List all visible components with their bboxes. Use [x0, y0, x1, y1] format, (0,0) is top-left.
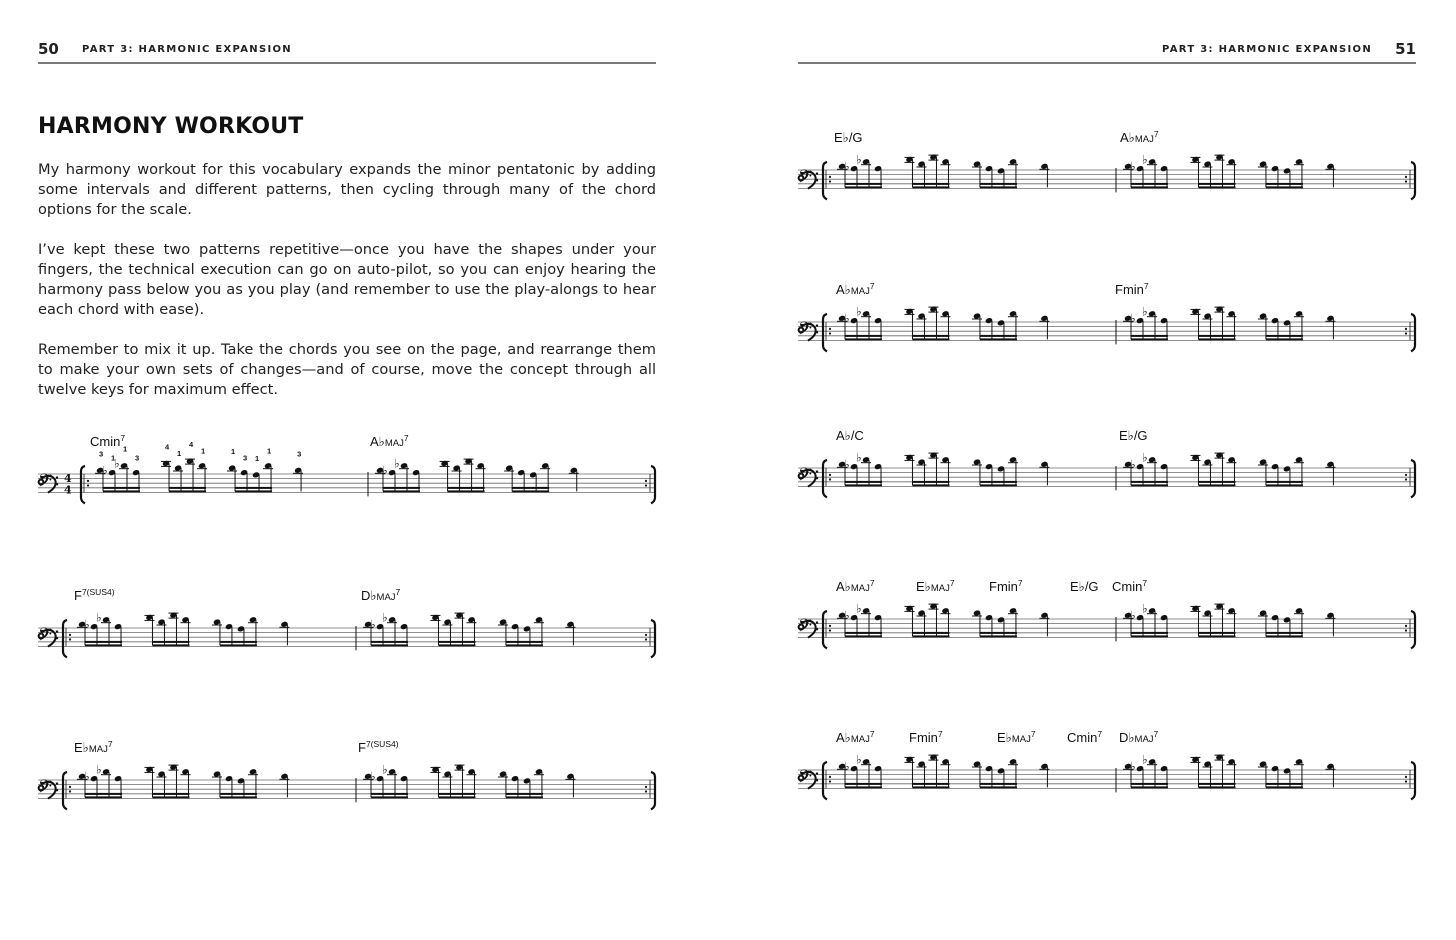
- flat-accidental: ♭: [1130, 759, 1136, 774]
- music-system: [798, 728, 1416, 818]
- flat-accidental: ♭: [114, 456, 120, 471]
- flat-accidental: ♭: [844, 608, 850, 623]
- flat-accidental: ♭: [1142, 304, 1148, 319]
- flat-accidental: ♭: [1142, 450, 1148, 465]
- fingering-number: 1: [231, 447, 236, 456]
- chord-symbol: Fmin$^7$: [989, 578, 1023, 594]
- fingering-number: 3: [297, 449, 302, 459]
- fingering-number: 1: [111, 453, 116, 463]
- paragraph: My harmony workout for this vocabulary expands the minor pentatonic by adding some intervals and different patterns, then cycling through many of the chord options for the scale.: [38, 161, 656, 218]
- flat-accidental: ♭: [84, 769, 90, 784]
- flat-accidental: ♭: [844, 159, 850, 174]
- flat-accidental: ♭: [1130, 457, 1136, 472]
- chord-symbol: E♭MAJ$^7$: [916, 578, 955, 594]
- flat-accidental: ♭: [856, 152, 862, 167]
- flat-accidental: ♭: [844, 457, 850, 472]
- flat-accidental: ♭: [84, 617, 90, 632]
- bass-clef-icon: 𝄢: [798, 464, 813, 490]
- bass-clef-icon: 𝄢: [798, 166, 813, 192]
- chord-symbol: Cmin$^7$: [1067, 729, 1103, 745]
- chord-symbol: Cmin$^7$: [1112, 578, 1148, 594]
- fingering-number: 3: [135, 453, 140, 463]
- chord-symbol: $F^{7(SUS4)}$: [358, 739, 399, 755]
- flat-accidental: ♭: [96, 762, 102, 777]
- music-system: [798, 128, 1416, 218]
- fingering-number: 1: [123, 444, 128, 454]
- paragraph: I’ve kept these two patterns repetitive—once you have the shapes under your fingers, the technical execution can go on auto-pilot, so you can enjoy hearing the harmony pass below you as you play (and remember to use the play-alongs to hear each chord with ease).: [38, 241, 656, 318]
- flat-accidental: ♭: [370, 617, 376, 632]
- flat-accidental: ♭: [856, 450, 862, 465]
- flat-accidental: ♭: [370, 769, 376, 784]
- chord-symbol: Fmin$^7$: [909, 729, 943, 745]
- music-system: [38, 586, 656, 676]
- running-head: [798, 40, 1416, 64]
- chord-symbol: A♭MAJ$^7$: [836, 578, 875, 594]
- fingering-number: 1: [267, 446, 272, 456]
- chord-symbol: E♭/G: [1070, 579, 1099, 594]
- flat-accidental: ♭: [1142, 152, 1148, 167]
- flat-accidental: ♭: [382, 762, 388, 777]
- fingering-number: 4: [165, 442, 170, 452]
- left-page: [38, 0, 656, 940]
- bass-clef-icon: 𝄢: [798, 615, 813, 641]
- flat-accidental: ♭: [102, 463, 108, 478]
- music-system: [798, 280, 1416, 370]
- flat-accidental: ♭: [1130, 159, 1136, 174]
- bass-clef-icon: 𝄢: [38, 470, 53, 496]
- flat-accidental: ♭: [382, 463, 388, 478]
- chord-symbol: Fmin$^7$: [1115, 281, 1149, 297]
- flat-accidental: ♭: [96, 610, 102, 625]
- section-heading: HARMONY WORKOUT: [38, 114, 304, 139]
- fingering-number: 1: [177, 449, 182, 458]
- right-page: [798, 0, 1416, 940]
- music-system: [38, 432, 656, 522]
- chord-symbol: A♭MAJ$^7$: [1120, 129, 1159, 145]
- fingering-number: 1: [255, 453, 260, 463]
- fingering-number: 3: [99, 449, 104, 459]
- flat-accidental: ♭: [856, 752, 862, 767]
- page-number: 51: [1395, 40, 1416, 58]
- flat-accidental: ♭: [382, 610, 388, 625]
- music-system: [38, 738, 656, 828]
- flat-accidental: ♭: [856, 304, 862, 319]
- chord-symbol: A♭MAJ$^7$: [370, 433, 409, 449]
- fingering-number: 3: [243, 453, 248, 463]
- time-signature: 4: [64, 472, 72, 486]
- chord-symbol: A♭MAJ$^7$: [836, 729, 875, 745]
- flat-accidental: ♭: [1130, 608, 1136, 623]
- flat-accidental: ♭: [856, 601, 862, 616]
- flat-accidental: ♭: [394, 456, 400, 471]
- chord-symbol: $F^{7(SUS4)}$: [74, 587, 115, 603]
- chord-symbol: D♭MAJ$^7$: [361, 587, 401, 603]
- chord-symbol: E♭/G: [834, 130, 863, 145]
- body-text: [38, 160, 656, 420]
- music-system: [798, 577, 1416, 667]
- time-signature: 4: [64, 483, 72, 497]
- flat-accidental: ♭: [844, 759, 850, 774]
- running-head-title: PART 3: HARMONIC EXPANSION: [1162, 44, 1372, 55]
- chord-symbol: D♭MAJ$^7$: [1119, 729, 1159, 745]
- bass-clef-icon: 𝄢: [38, 624, 53, 650]
- bass-clef-icon: 𝄢: [798, 766, 813, 792]
- chord-symbol: A♭MAJ$^7$: [836, 281, 875, 297]
- flat-accidental: ♭: [844, 311, 850, 326]
- running-head: [38, 40, 656, 64]
- chord-symbol: E♭MAJ$^7$: [74, 739, 113, 755]
- fingering-number: 4: [189, 440, 194, 450]
- flat-accidental: ♭: [1142, 752, 1148, 767]
- page-number: 50: [38, 40, 59, 58]
- chord-symbol: E♭/G: [1119, 428, 1148, 443]
- paragraph: Remember to mix it up. Take the chords you see on the page, and rearrange them to make your own sets of changes—and of course, move the concept through all twelve keys for maximum effect.: [38, 341, 656, 398]
- chord-symbol: Cmin$^7$: [90, 433, 126, 449]
- bass-clef-icon: 𝄢: [38, 776, 53, 802]
- bass-clef-icon: 𝄢: [798, 318, 813, 344]
- flat-accidental: ♭: [1142, 601, 1148, 616]
- flat-accidental: ♭: [1130, 311, 1136, 326]
- running-head-title: PART 3: HARMONIC EXPANSION: [82, 44, 292, 55]
- chord-symbol: A♭/C: [836, 428, 864, 443]
- music-system: [798, 426, 1416, 516]
- chord-symbol: E♭MAJ$^7$: [997, 729, 1036, 745]
- fingering-number: 1: [201, 446, 206, 456]
